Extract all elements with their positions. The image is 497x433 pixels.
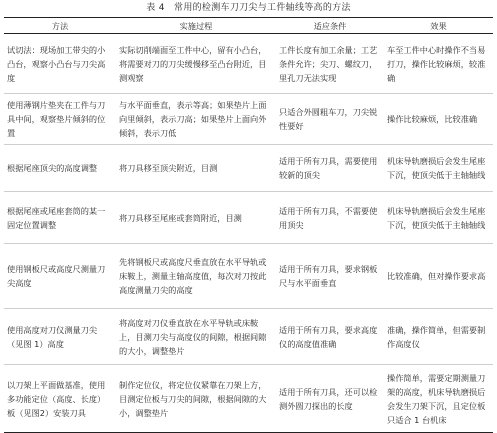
table-row bbox=[4, 244, 493, 309]
table-row bbox=[4, 309, 493, 365]
cell-method: 根据尾座或尾座套筒的某一固定位置调整 bbox=[4, 192, 116, 244]
cell-procedure: 与水平面垂直，表示等高；如果垫片上面向里倾斜，表示刀高；如果垫片上面向外倾斜，表示刀低 bbox=[116, 94, 276, 145]
table-row bbox=[4, 94, 493, 145]
header-procedure: 实施过程 bbox=[116, 18, 276, 34]
cell-method: 根据尾座顶尖的高度调整 bbox=[4, 145, 116, 192]
cell-method: 使用薄钢片垫夹在工件与刀具中间，观察垫片倾斜的位置 bbox=[4, 94, 116, 145]
cell-procedure: 将高度对刀仪垂直放在水平导轨或床鞍上，目测刀尖与高度仪的间隙，根据间隙的大小，调整垫片 bbox=[116, 309, 276, 365]
cell-effect: 操作比较麻烦，比较准确 bbox=[384, 94, 493, 145]
table-caption: 表 4 常用的检测车刀刀尖与工件轴线等高的方法 bbox=[146, 3, 351, 13]
cell-conditions: 工件长度有加工余量；工艺条件允许；尖刀、螺纹刀，里孔刀无法实现 bbox=[276, 34, 384, 94]
cell-procedure: 先将钢板尺或高度尺垂直放在水平导轨或床鞍上，测量主轴高度值，每次对刀按此高度测量刀尖的高度 bbox=[116, 244, 276, 309]
cell-effect: 机床导轨磨损后会发生尾座下沉，使顶尖低于主轴轴线 bbox=[384, 145, 493, 192]
cell-effect: 车至工件中心时操作不当易打刀，操作比较麻烦，较准确 bbox=[384, 34, 493, 94]
cell-method: 使用高度对刀仪测量刀尖（见图 1）高度 bbox=[4, 309, 116, 365]
cell-conditions: 适用于所有刀具，要求高度仪的高度值准确 bbox=[276, 309, 384, 365]
header-conditions: 适应条件 bbox=[276, 18, 384, 34]
cell-procedure: 将刀具移至尾座或套筒附近，目测 bbox=[116, 192, 276, 244]
cell-procedure: 将刀具移至顶尖附近，目测 bbox=[116, 145, 276, 192]
cell-conditions: 适用于所有刀具，需要使用较新的顶尖 bbox=[276, 145, 384, 192]
cell-conditions: 适用于所有刀具，要求钢板尺与水平面垂直 bbox=[276, 244, 384, 309]
table-row bbox=[4, 365, 493, 433]
table-row bbox=[4, 192, 493, 244]
cell-effect: 操作简单，需要定期测量刀架的高度，机床导轨磨损后会发生刀架下沉，且定位板只适合 1 台机床 bbox=[384, 365, 493, 433]
header-method: 方法 bbox=[4, 18, 116, 34]
table-header-row bbox=[4, 18, 493, 34]
cell-effect: 准确，操作简单，但需要制作高度仪 bbox=[384, 309, 493, 365]
cell-method: 使用钢板尺或高度尺测量刀尖高度 bbox=[4, 244, 116, 309]
cell-effect: 机床导轨磨损后会发生尾座下沉，使顶尖低于主轴轴线 bbox=[384, 192, 493, 244]
cell-conditions: 适用于所有刀具，还可以检测外圆刀探出的长度 bbox=[276, 365, 384, 433]
cell-conditions: 只适合外圆粗车刀，刀尖锐性要好 bbox=[276, 94, 384, 145]
cell-conditions: 适用于所有刀具，不需要使用顶尖 bbox=[276, 192, 384, 244]
cell-procedure: 制作定位仪，将定位仪紧靠在刀架上方，目测定位板与刀尖的间隙，根据间隙的大小，调整垫片 bbox=[116, 365, 276, 433]
cell-method: 以刀架上平面做基准，使用多功能定位（高度、长度）板（见图2）安装刀具 bbox=[4, 365, 116, 433]
cell-effect: 比较准确，但对操作要求高 bbox=[384, 244, 493, 309]
header-effect: 效果 bbox=[384, 18, 493, 34]
methods-table bbox=[4, 17, 493, 433]
table-row bbox=[4, 145, 493, 192]
cell-method: 试切法：现场加工带尖的小凸台，观察小凸台与刀尖高度 bbox=[4, 34, 116, 94]
table-row bbox=[4, 34, 493, 94]
cell-procedure: 实际切削端面至工件中心，留有小凸台，将需要对刀的刀尖缓慢移至凸台附近，目测观察 bbox=[116, 34, 276, 94]
